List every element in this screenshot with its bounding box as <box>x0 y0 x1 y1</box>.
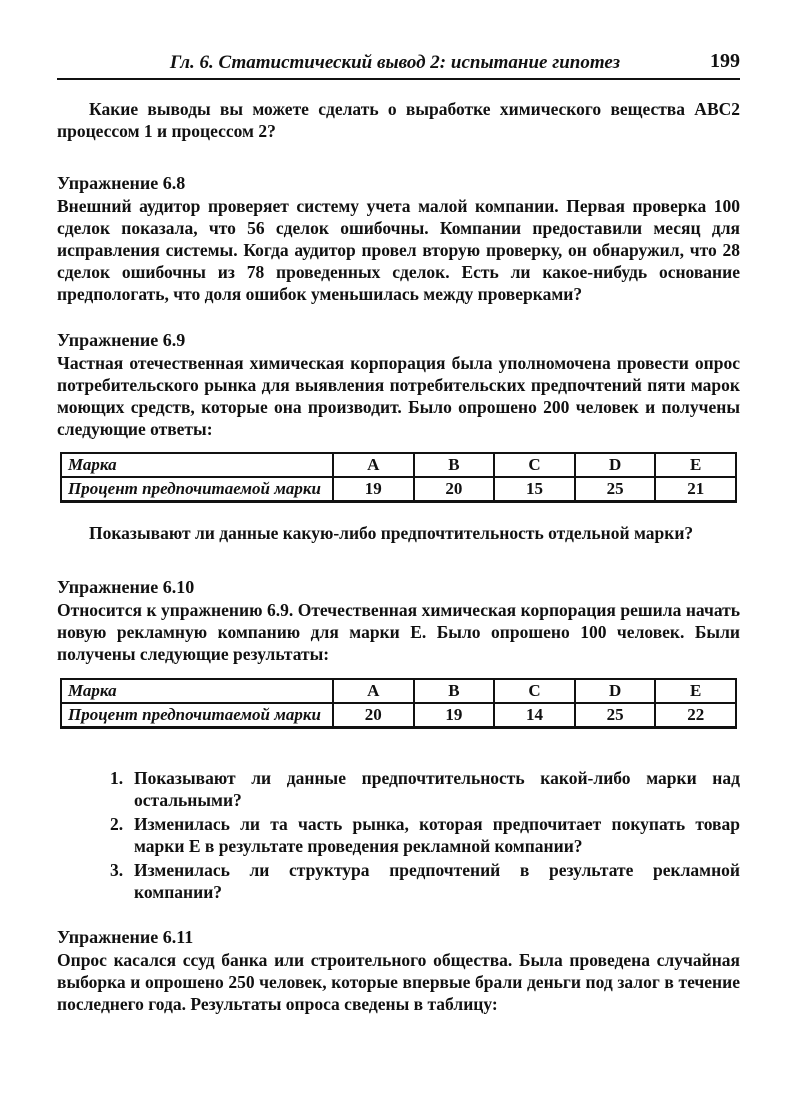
exercise-6-9-text: Частная отечественная химическая корпорация была уполномочена провести опрос потребительского рынка для выявления потребительских предпочтений пяти марок моющих средств, которые она производит. Было опрошено 200 человек и получены следующие ответы: <box>57 353 740 439</box>
exercise-6-11-heading: Упражнение 6.11 <box>57 927 194 947</box>
exercise-6-11-text: Опрос касался ссуд банка или строительного общества. Была проведена случайная выборка и опрошено 250 человек, которые впервые брали деньги под залог в течение последнего года. Результаты опроса сведены в таблицу: <box>57 950 740 1014</box>
percent-row <box>61 477 736 502</box>
question-text: Изменилась ли та часть рынка, которая предпочитает покупать товар марки E в результате проведения рекламной компании? <box>134 814 740 856</box>
brand-cell: C <box>494 679 575 703</box>
brand-cell: A <box>333 453 414 477</box>
brand-cell: E <box>655 453 736 477</box>
question-text: Изменилась ли структура предпочтений в результате рекламной компании? <box>134 860 740 902</box>
exercise-6-9-question: Показывают ли данные какую-либо предпочтительность отдельной марки? <box>89 523 694 543</box>
question-number: 1. <box>110 768 124 788</box>
percent-cell: 22 <box>655 703 736 728</box>
brand-cell: B <box>414 679 495 703</box>
percent-cell: 21 <box>655 477 736 502</box>
brand-row-label: Марка <box>61 679 333 703</box>
percent-cell: 25 <box>575 703 656 728</box>
percent-cell: 14 <box>494 703 575 728</box>
percent-cell: 19 <box>414 703 495 728</box>
question-item <box>110 813 740 857</box>
percent-row <box>61 703 736 728</box>
brand-cell: D <box>575 453 656 477</box>
exercise-6-8-text: Внешний аудитор проверяет систему учета малой компании. Первая проверка 100 сделок показала, что 56 сделок ошибочны. Компании предоставили месяц для исправления системы. Когда аудитор провел вторую проверку, он обнаружил, что 28 сделок ошибочны из 78 проведенных сделок. Есть ли какое-нибудь основание предпологать, что доля ошибок уменьшилась между проверками? <box>57 196 740 304</box>
running-header <box>57 50 740 80</box>
exercise-6-9-heading: Упражнение 6.9 <box>57 330 186 350</box>
percent-row-label: Процент предпочитаемой марки <box>61 703 333 728</box>
chapter-title: Гл. 6. Статистический вывод 2: испытание гипотез <box>169 52 620 73</box>
percent-cell: 20 <box>333 703 414 728</box>
percent-cell: 20 <box>414 477 495 502</box>
question-number: 3. <box>110 860 124 880</box>
brand-row <box>61 453 736 477</box>
intro-question: Какие выводы вы можете сделать о выработке химического вещества ABC2 процессом 1 и процессом 2? <box>57 99 740 141</box>
exercise-6-10-text: Относится к упражнению 6.9. Отечественная химическая корпорация решила начать новую рекламную компанию для марки E. Было опрошено 100 человек. Были получены следующие результаты: <box>57 600 740 664</box>
exercise-6-10-heading: Упражнение 6.10 <box>57 577 195 597</box>
question-number: 2. <box>110 814 124 834</box>
exercise-6-8-heading: Упражнение 6.8 <box>57 173 186 193</box>
brand-cell: D <box>575 679 656 703</box>
question-item <box>110 767 740 811</box>
page-number: 199 <box>710 50 740 72</box>
question-text: Показывают ли данные предпочтительность какой-либо марки над остальными? <box>134 768 740 810</box>
exercise-6-10-questions <box>110 767 740 905</box>
brand-cell: C <box>494 453 575 477</box>
percent-row-label: Процент предпочитаемой марки <box>61 477 333 502</box>
brand-cell: A <box>333 679 414 703</box>
brand-row <box>61 679 736 703</box>
brand-cell: B <box>414 453 495 477</box>
brand-row-label: Марка <box>61 453 333 477</box>
brand-cell: E <box>655 679 736 703</box>
percent-cell: 25 <box>575 477 656 502</box>
exercise-6-10-table <box>60 678 737 729</box>
percent-cell: 19 <box>333 477 414 502</box>
question-item <box>110 859 740 903</box>
percent-cell: 15 <box>494 477 575 502</box>
exercise-6-9-table <box>60 452 737 503</box>
